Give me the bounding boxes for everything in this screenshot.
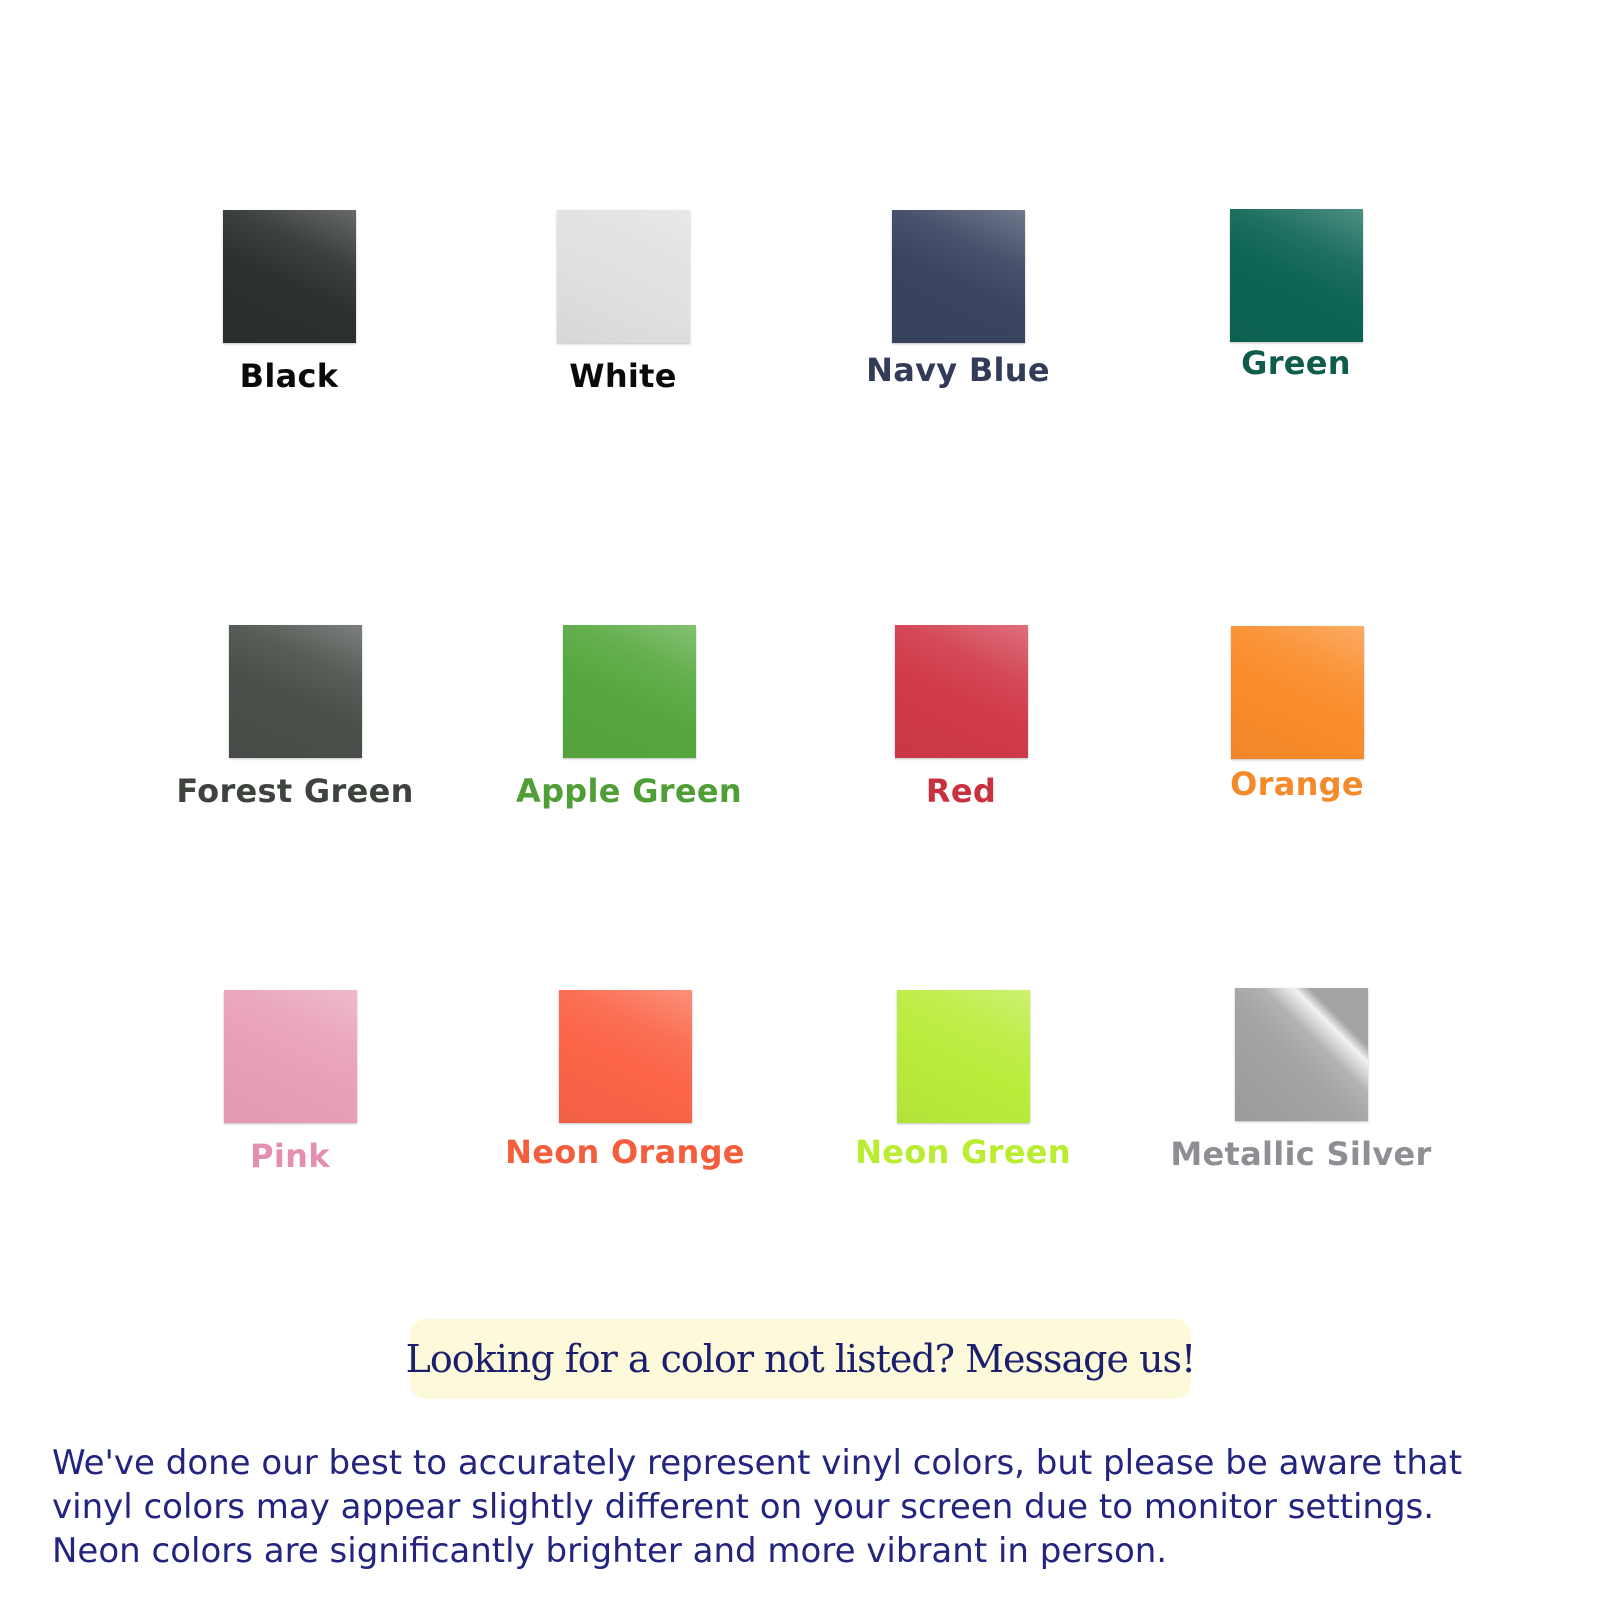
color-swatch-black (223, 210, 356, 343)
swatch-metallic-silver (1131, 988, 1471, 1173)
color-swatch-neon-green (897, 990, 1030, 1123)
color-swatch-metallic-silver (1235, 988, 1368, 1121)
color-swatch-green (1230, 209, 1363, 342)
color-swatch-orange (1231, 626, 1364, 759)
disclaimer-line: Neon colors are significantly brighter and more vibrant in person. (52, 1531, 1168, 1571)
color-swatch-pink (224, 990, 357, 1123)
disclaimer-text (52, 1441, 1562, 1573)
swatch-red (791, 625, 1131, 810)
swatch-forest-green (125, 625, 465, 810)
cta-text: Looking for a color not listed? Message us! (405, 1337, 1196, 1381)
swatch-label-white: White (569, 357, 677, 395)
swatch-pink (120, 990, 460, 1175)
swatch-black (119, 210, 459, 395)
swatch-label-metallic-silver: Metallic Silver (1170, 1135, 1432, 1173)
color-swatch-apple-green (563, 625, 696, 758)
swatch-navy-blue (788, 210, 1128, 389)
disclaimer-line: vinyl colors may appear slightly different on your screen due to monitor settings. (52, 1487, 1435, 1527)
swatch-white (453, 210, 793, 395)
swatch-label-red: Red (925, 772, 997, 810)
swatch-label-pink: Pink (250, 1137, 330, 1175)
color-swatch-neon-orange (559, 990, 692, 1123)
cta-banner (405, 1319, 1196, 1399)
swatch-label-black: Black (239, 357, 339, 395)
swatch-neon-green (793, 990, 1133, 1171)
swatch-label-neon-orange: Neon Orange (505, 1133, 745, 1171)
swatch-orange (1127, 626, 1467, 803)
swatch-green (1126, 209, 1466, 382)
color-swatch-forest-green (229, 625, 362, 758)
swatch-label-neon-green: Neon Green (855, 1133, 1071, 1171)
swatch-apple-green (459, 625, 799, 810)
color-swatch-red (895, 625, 1028, 758)
swatch-label-apple-green: Apple Green (516, 772, 742, 810)
disclaimer-line: We've done our best to accurately represent vinyl colors, but please be aware that (52, 1443, 1463, 1483)
swatch-label-orange: Orange (1230, 765, 1364, 803)
color-swatch-white (557, 210, 690, 343)
color-swatch-navy-blue (892, 210, 1025, 343)
swatch-label-green: Green (1241, 344, 1351, 382)
swatch-neon-orange (455, 990, 795, 1171)
swatch-label-forest-green: Forest Green (176, 772, 414, 810)
swatch-label-navy-blue: Navy Blue (866, 351, 1050, 389)
